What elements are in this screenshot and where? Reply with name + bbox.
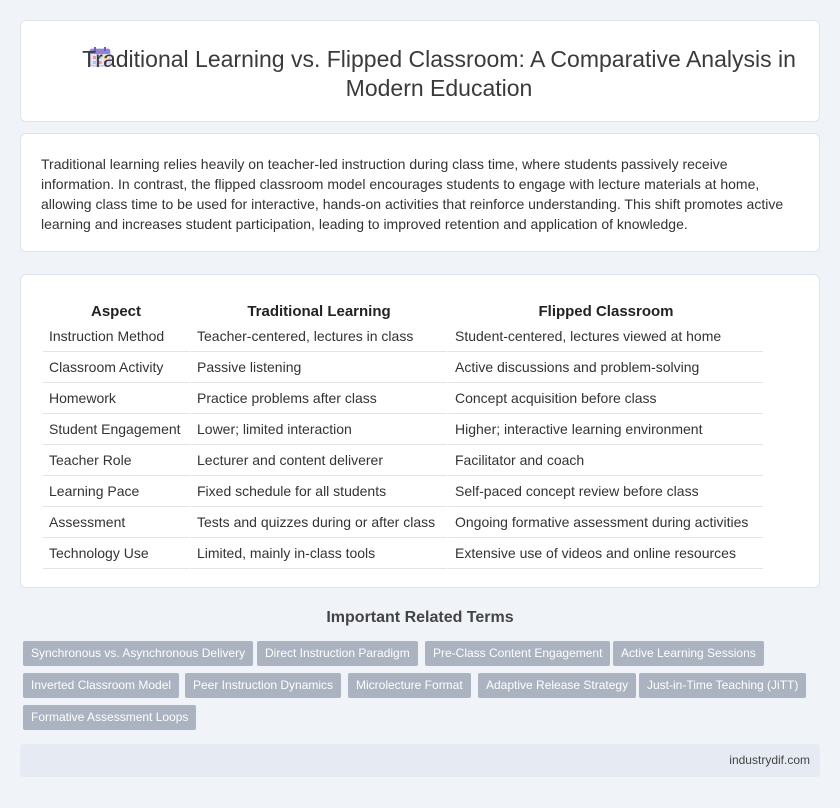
cell-traditional: Limited, mainly in-class tools	[189, 538, 447, 569]
cell-flipped: Student-centered, lectures viewed at home	[447, 321, 763, 352]
comparison-table	[43, 295, 763, 569]
cell-flipped: Active discussions and problem-solving	[447, 352, 763, 383]
cell-traditional: Fixed schedule for all students	[189, 476, 447, 507]
related-term-tag[interactable]: Adaptive Release Strategy	[478, 673, 636, 698]
cell-aspect: Homework	[43, 383, 189, 414]
cell-traditional: Practice problems after class	[189, 383, 447, 414]
related-term-tag[interactable]: Pre-Class Content Engagement	[425, 641, 610, 666]
related-term-tag[interactable]: Microlecture Format	[348, 673, 471, 698]
table-row	[43, 538, 763, 569]
summary-card	[20, 133, 820, 252]
cell-flipped: Ongoing formative assessment during activities	[447, 507, 763, 538]
table-row	[43, 445, 763, 476]
header-aspect: Aspect	[90, 303, 142, 320]
table-row	[43, 414, 763, 445]
cell-traditional: Passive listening	[189, 352, 447, 383]
related-term-tag[interactable]: Peer Instruction Dynamics	[185, 673, 341, 698]
cell-aspect: Instruction Method	[43, 321, 189, 352]
cell-traditional: Lower; limited interaction	[189, 414, 447, 445]
header-flipped: Flipped Classroom	[447, 295, 763, 321]
table-row	[43, 507, 763, 538]
cell-flipped: Concept acquisition before class	[447, 383, 763, 414]
title-card	[20, 20, 820, 122]
cell-aspect: Learning Pace	[43, 476, 189, 507]
cell-flipped: Extensive use of videos and online resources	[447, 538, 763, 569]
related-terms-title: Important Related Terms	[326, 609, 514, 626]
table-header-row	[43, 295, 763, 321]
related-term-tag[interactable]: Inverted Classroom Model	[23, 673, 179, 698]
cell-aspect: Technology Use	[43, 538, 189, 569]
related-term-tag[interactable]: Formative Assessment Loops	[23, 705, 196, 730]
comparison-card	[20, 274, 820, 588]
cell-aspect: Assessment	[43, 507, 189, 538]
cell-traditional: Lecturer and content deliverer	[189, 445, 447, 476]
related-term-tag[interactable]: Active Learning Sessions	[613, 641, 764, 666]
table-row	[43, 321, 763, 352]
header-traditional: Traditional Learning	[189, 295, 447, 321]
page-title: Traditional Learning vs. Flipped Classroom: A Comparative Analysis in Modern Education	[82, 46, 796, 101]
summary-text: Traditional learning relies heavily on teacher-led instruction during class time, where students passively receive information. In contrast, the flipped classroom model encourages students to engage with lecture materials at home, allowing class time to be used for interactive, hands-on activities that reinforce understanding. This shift promotes active learning and increases student participation, leading to improved retention and application of knowledge.	[41, 156, 784, 232]
related-term-tag[interactable]: Synchronous vs. Asynchronous Delivery	[23, 641, 253, 666]
footer-site-link[interactable]: industrydif.com	[729, 753, 810, 767]
cell-aspect: Student Engagement	[43, 414, 189, 445]
table-row	[43, 352, 763, 383]
table-row	[43, 476, 763, 507]
cell-flipped: Facilitator and coach	[447, 445, 763, 476]
cell-traditional: Tests and quizzes during or after class	[189, 507, 447, 538]
cell-flipped: Higher; interactive learning environment	[447, 414, 763, 445]
cell-aspect: Teacher Role	[43, 445, 189, 476]
footer	[20, 744, 820, 777]
table-row	[43, 383, 763, 414]
cell-flipped: Self-paced concept review before class	[447, 476, 763, 507]
related-term-tag[interactable]: Direct Instruction Paradigm	[257, 641, 418, 666]
cell-aspect: Classroom Activity	[43, 352, 189, 383]
cell-traditional: Teacher-centered, lectures in class	[189, 321, 447, 352]
related-term-tag[interactable]: Just-in-Time Teaching (JiTT)	[639, 673, 806, 698]
